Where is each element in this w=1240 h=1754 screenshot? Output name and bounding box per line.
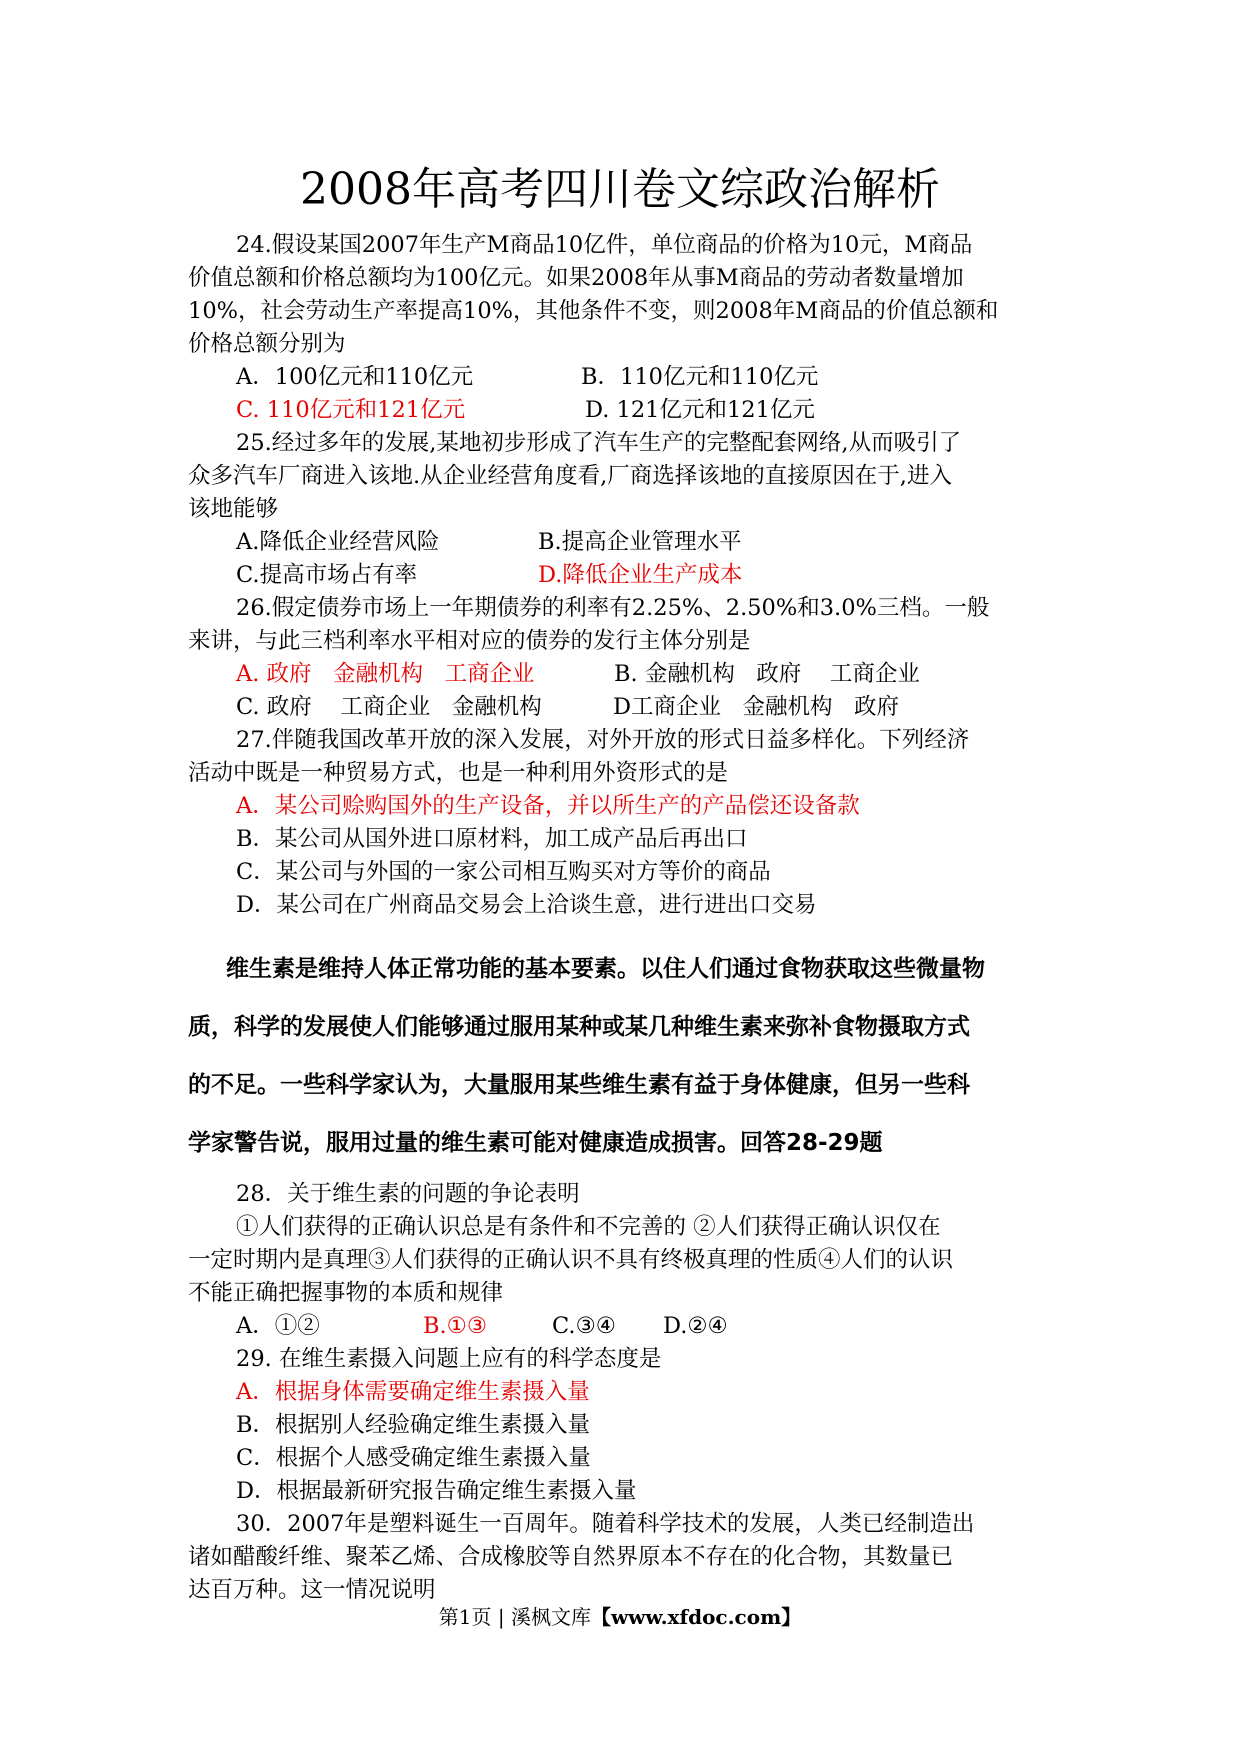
material-line: 的不足。一些科学家认为，大量服用某些维生素有益于身体健康，但另一些科 [188,1072,970,1098]
q28-option-a: A．①② [236,1313,320,1339]
q30-stem-line: 达百万种。这一情况说明 [188,1577,436,1603]
q28-option-c: C.③④ [552,1313,616,1339]
q25-options-row [188,526,1058,559]
q27-option-d: D．某公司在广州商品交易会上洽谈生意，进行进出口交易 [236,892,817,918]
document-title: 2008年高考四川卷文综政治解析 [300,164,940,215]
material-line: 维生素是维持人体正常功能的基本要素。以住人们通过食物获取这些微量物 [226,956,985,982]
q24-option-b: B．110亿元和110亿元 [581,364,819,390]
q28-stem-line: 不能正确把握事物的本质和规律 [188,1280,504,1306]
q27-option-b: B．某公司从国外进口原材料，加工成产品后再出口 [236,826,748,852]
q24-option-d: D. 121亿元和121亿元 [585,397,815,423]
q25-stem-line: 该地能够 [188,496,279,522]
question-29 [188,1343,1058,1508]
q26-option-a-answer: A. 政府 金融机构 工商企业 [236,661,535,687]
q25-stem-line: 25.经过多年的发展,某地初步形成了汽车生产的完整配套网络,从而吸引了 [236,430,962,456]
material-line: 质，科学的发展使人们能够通过服用某种或某几种维生素来弥补食物摄取方式 [188,1014,970,1040]
q25-option-c: C.提高市场占有率 [236,562,418,588]
question-24 [188,229,1058,427]
q29-option-b: B．根据别人经验确定维生素摄入量 [236,1412,591,1438]
footer-site-name: 溪枫文库 [510,1605,591,1629]
question-28 [188,1178,1058,1343]
q30-stem-line: 诸如醋酸纤维、聚苯乙烯、合成橡胶等自然界原本不存在的化合物，其数量已 [188,1544,954,1570]
q28-stem-line: 一定时期内是真理③人们获得的正确认识不具有终极真理的性质④人们的认识 [188,1247,954,1273]
question-26 [188,592,1058,724]
question-25 [188,427,1058,592]
q24-options-row [188,361,1058,394]
q26-stem-line: 26.假定债券市场上一年期债券的利率有2.25%、2.50%和3.0%三档。一般 [236,595,990,621]
page-number: 第1页 [438,1605,492,1629]
question-30 [188,1508,1058,1607]
document-body [188,229,1058,1607]
q25-option-a: A.降低企业经营风险 [236,529,440,555]
q24-stem-line: 价值总额和价格总额均为100亿元。如果2008年从事M商品的劳动者数量增加 [188,265,964,291]
footer-site-url[interactable]: 【www.xfdoc.com】 [590,1605,802,1629]
q26-option-d: D工商企业 金融机构 政府 [613,694,899,720]
q28-option-d: D.②④ [663,1313,728,1339]
question-27 [188,724,1058,922]
q24-stem-line: 10%，社会劳动生产率提高10%，其他条件不变，则2008年M商品的价值总额和 [188,298,999,324]
q29-option-c: C．根据个人感受确定维生素摄入量 [236,1445,591,1471]
q28-option-b-answer: B.①③ [423,1313,488,1339]
q24-options-row [188,394,1058,427]
q25-options-row [188,559,1058,592]
q28-stem-line: 28．关于维生素的问题的争论表明 [236,1181,580,1207]
q30-stem-line: 30．2007年是塑料诞生一百周年。随着科学技术的发展，人类已经制造出 [236,1511,975,1537]
q24-stem-line: 24.假设某国2007年生产M商品10亿件，单位商品的价格为10元，M商品 [236,232,973,258]
q24-stem-line: 价格总额分别为 [188,331,346,357]
q25-option-b: B.提高企业管理水平 [538,529,742,555]
q25-stem-line: 众多汽车厂商进入该地.从企业经营角度看,厂商选择该地的直接原因在于,进入 [188,463,952,489]
q24-option-c-answer: C. 110亿元和121亿元 [236,397,466,423]
q27-stem-line: 活动中既是一种贸易方式，也是一种利用外资形式的是 [188,760,729,786]
q27-option-c: C．某公司与外国的一家公司相互购买对方等价的商品 [236,859,771,885]
q29-option-d: D．根据最新研究报告确定维生素摄入量 [236,1478,637,1504]
footer-separator: | [497,1605,505,1629]
q26-stem-line: 来讲，与此三档利率水平相对应的债券的发行主体分别是 [188,628,751,654]
material-line: 学家警告说，服用过量的维生素可能对健康造成损害。回答28-29题 [188,1130,883,1156]
q26-option-c: C. 政府 工商企业 金融机构 [236,694,542,720]
q28-stem-line: ①人们获得的正确认识总是有条件和不完善的 ②人们获得正确认识仅在 [236,1214,941,1240]
reading-material [188,940,1058,1172]
q26-option-b: B. 金融机构 政府 工商企业 [614,661,920,687]
q29-stem: 29. 在维生素摄入问题上应有的科学态度是 [236,1346,662,1372]
q24-option-a: A．100亿元和110亿元 [236,364,474,390]
q29-option-a-answer: A．根据身体需要确定维生素摄入量 [236,1379,590,1405]
q28-options-row [188,1310,1058,1343]
q25-option-d-answer: D.降低企业生产成本 [538,562,743,588]
q27-option-a-answer: A．某公司赊购国外的生产设备，并以所生产的产品偿还设备款 [236,793,860,819]
q26-options-row [188,691,1058,724]
q27-stem-line: 27.伴随我国改革开放的深入发展，对外开放的形式日益多样化。下列经济 [236,727,970,753]
page-footer [0,1603,1240,1631]
q26-options-row [188,658,1058,691]
